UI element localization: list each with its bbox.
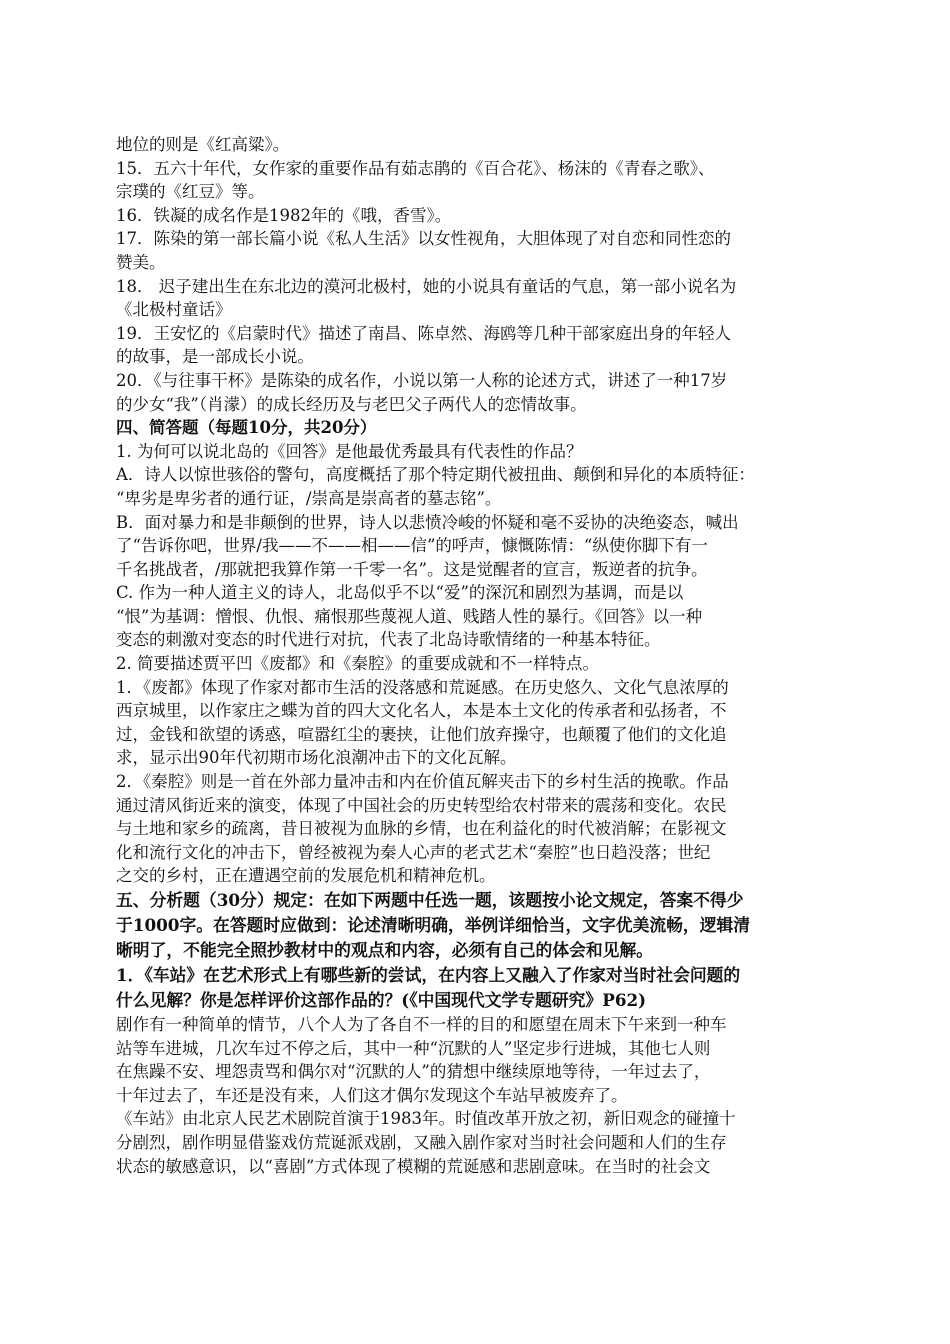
text-line: “卑劣是卑劣者的通行证，/崇高是崇高者的墓志铭”。 <box>116 488 502 508</box>
text-line: 之交的乡村，正在遭遇空前的发展危机和精神危机。 <box>116 866 496 886</box>
text-line: 《车站》由北京人民艺术剧院首演于1983年。时值改革开放之初，新旧观念的碰撞十 <box>116 1109 736 1129</box>
text-line: 十年过去了，车还是没有来，人们这才偶尔发现这个车站早被废弃了。 <box>116 1085 628 1105</box>
text-line: 17．陈染的第一部长篇小说《私人生活》以女性视角，大胆体现了对自恋和同性恋的 <box>116 229 731 249</box>
heading-line: 于1000字。在答题时应做到：论述清晰明确，举例详细恰当，文字优美流畅，逻辑清 <box>116 915 751 935</box>
text-line: 地位的则是《红高粱》。 <box>116 135 290 154</box>
text-line: 20．《与往事干杯》是陈染的成名作，小说以第一人称的论述方式，讲述了一种17岁 <box>116 370 728 390</box>
text-line: C. 作为一种人道主义的诗人，北岛似乎不以“爱”的深沉和剧烈为基调，而是以 <box>116 583 684 603</box>
heading-line: 什么见解？你是怎样评价这部作品的？(《中国现代文学专题研究》P62) <box>116 990 647 1010</box>
heading-line: 五、分析题（30分）规定：在如下两题中任选一题，该题按小论文规定，答案不得少 <box>116 890 744 910</box>
text-line: 2．《秦腔》则是一首在外部力量冲击和内在价值瓦解夹击下的乡村生活的挽歌。作品 <box>116 772 729 792</box>
text-line: 剧作有一种简单的情节，八个人为了各自不一样的目的和愿望在周末下午来到一种车 <box>116 1015 727 1034</box>
text-line: 的少女“我”（肖濛）的成长经历及与老巴父子两代人的恋情故事。 <box>116 394 587 414</box>
text-line: 宗璞的《红豆》等。 <box>116 182 265 202</box>
text-line: “恨”为基调：憎恨、仇恨、痛恨那些蔑视人道、贱踏人性的暴行。《回答》以一种 <box>116 606 703 626</box>
text-line: 1. 为何可以说北岛的《回答》是他最优秀最具有代表性的作品？ <box>116 441 583 461</box>
text-line: 过，金钱和欲望的诱惑，喧嚣红尘的裹挟，让他们放弃操守，也颠覆了他们的文化追 <box>116 724 727 744</box>
text-line: 2. 简要描述贾平凹《废都》和《秦腔》的重要成就和不一样特点。 <box>116 654 599 674</box>
text-line: 求，显示出90年代初期市场化浪潮冲击下的文化瓦解。 <box>116 748 517 768</box>
text-line: B．面对暴力和是非颠倒的世界，诗人以悲愤冷峻的怀疑和毫不妥协的决绝姿态，喊出 <box>116 512 739 532</box>
text-line: 赞美。 <box>116 252 166 272</box>
text-line: 19．王安忆的《启蒙时代》描述了南昌、陈卓然、海鸥等几种干部家庭出身的年轻人 <box>116 323 731 343</box>
text-line: 状态的敏感意识，以“喜剧”方式体现了模糊的荒诞感和悲剧意味。在当时的社会文 <box>116 1156 711 1176</box>
text-line: 15．五六十年代，女作家的重要作品有茹志鹃的《百合花》、杨沫的《青春之歌》、 <box>116 158 715 178</box>
heading-line: 1．《车站》在艺术形式上有哪些新的尝试，在内容上又融入了作家对当时社会问题的 <box>116 965 741 985</box>
heading-line: 晰明了，不能完全照抄教材中的观点和内容，必须有自己的体会和见解。 <box>116 940 654 960</box>
text-line: 变态的刺激对变态的时代进行对抗，代表了北岛诗歌情绪的一种基本特征。 <box>116 630 661 650</box>
text-line: 千名挑战者，/那就把我算作第一千零一名”。这是觉醒者的宣言，叛逆者的抗争。 <box>116 559 708 579</box>
text-line: 1．《废都》体现了作家对都市生活的没落感和荒诞感。在历史悠久、文化气息浓厚的 <box>116 677 729 697</box>
heading-line: 四、简答题（每题10分，共20分） <box>116 418 377 438</box>
text-line: 站等车进城，几次车过不停之后，其中一种“沉默的人”坚定步行进城，其他七人则 <box>116 1038 711 1058</box>
text-line: 16．铁凝的成名作是1982年的《哦，香雪》。 <box>116 205 452 225</box>
text-line: 18． 迟子建出生在东北边的漠河北极村，她的小说具有童话的气息，第一部小说名为 <box>116 276 737 296</box>
text-line: A．诗人以惊世骇俗的警句，高度概括了那个特定期代被扭曲、颠倒和异化的本质特征： <box>116 465 755 485</box>
text-line: 西京城里，以作家庄之蝶为首的四大文化名人，本是本土文化的传承者和弘扬者，不 <box>116 701 727 721</box>
text-line: 通过清风街近来的演变，体现了中国社会的历史转型给农村带来的震荡和变化。农民 <box>116 795 727 815</box>
text-line: 《北极村童话》 <box>116 300 232 320</box>
text-line: 的故事，是一部成长小说。 <box>116 347 314 367</box>
text-line: 在焦躁不安、埋怨责骂和偶尔对“沉默的人”的猜想中继续原地等待，一年过去了， <box>116 1062 711 1082</box>
text-line: 化和流行文化的冲击下，曾经被视为秦人心声的老式艺术“秦腔”也日趋没落；世纪 <box>116 842 711 862</box>
text-line: 与土地和家乡的疏离，昔日被视为血脉的乡情，也在利益化的时代被消解；在影视文 <box>116 819 727 839</box>
text-line: 分剧烈，剧作明显借鉴戏仿荒诞派戏剧，又融入剧作家对当时社会问题和人们的生存 <box>116 1132 727 1152</box>
text-line: 了“告诉你吧，世界/我——不——相——信”的呼声，慷慨陈情：“纵使你脚下有一 <box>116 536 708 556</box>
